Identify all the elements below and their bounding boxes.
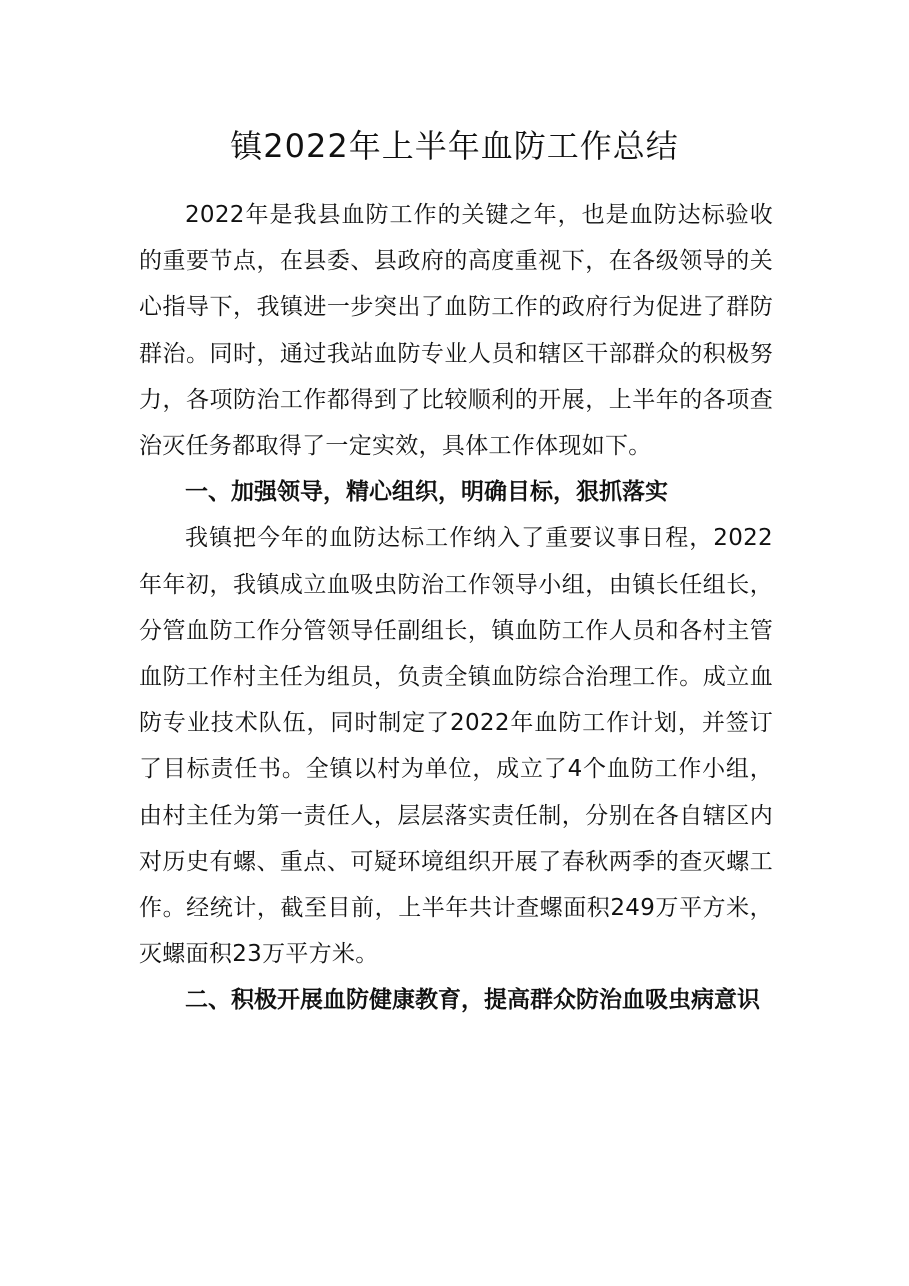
document-title: 镇2022年上半年血防工作总结 bbox=[230, 127, 679, 165]
section-heading-1: 一、加强领导，精心组织，明确目标，狠抓落实 bbox=[185, 479, 668, 506]
section-heading-2: 二、积极开展血防健康教育，提高群众防治血吸虫病意识 bbox=[185, 987, 760, 1014]
document-body bbox=[139, 192, 773, 1024]
intro-paragraph: 2022年是我县血防工作的关键之年，也是血防达标验收的重要节点，在县委、县政府的高度重视下，在各级领导的关心指导下，我镇进一步突出了血防工作的政府行为促进了群防群治。同时，通过我站血防专业人员和辖区干部群众的积极努力，各项防治工作都得到了比较顺利的开展，上半年的各项查治灭任务都取得了一定实效，具体工作体现如下。 bbox=[139, 202, 773, 460]
section-1-paragraph: 我镇把今年的血防达标工作纳入了重要议事日程，2022年年初，我镇成立血吸虫防治工作领导小组，由镇长任组长，分管血防工作分管领导任副组长，镇血防工作人员和各村主管血防工作村主任为组员，负责全镇血防综合治理工作。成立血防专业技术队伍，同时制定了2022年血防工作计划，并签订了目标责任书。全镇以村为单位，成立了4个血防工作小组，由村主任为第一责任人，层层落实责任制，分别在各自辖区内对历史有螺、重点、可疑环境组织开展了春秋两季的查灭螺工作。经统计，截至目前，上半年共计查螺面积249万平方米，灭螺面积23万平方米。 bbox=[139, 525, 773, 968]
